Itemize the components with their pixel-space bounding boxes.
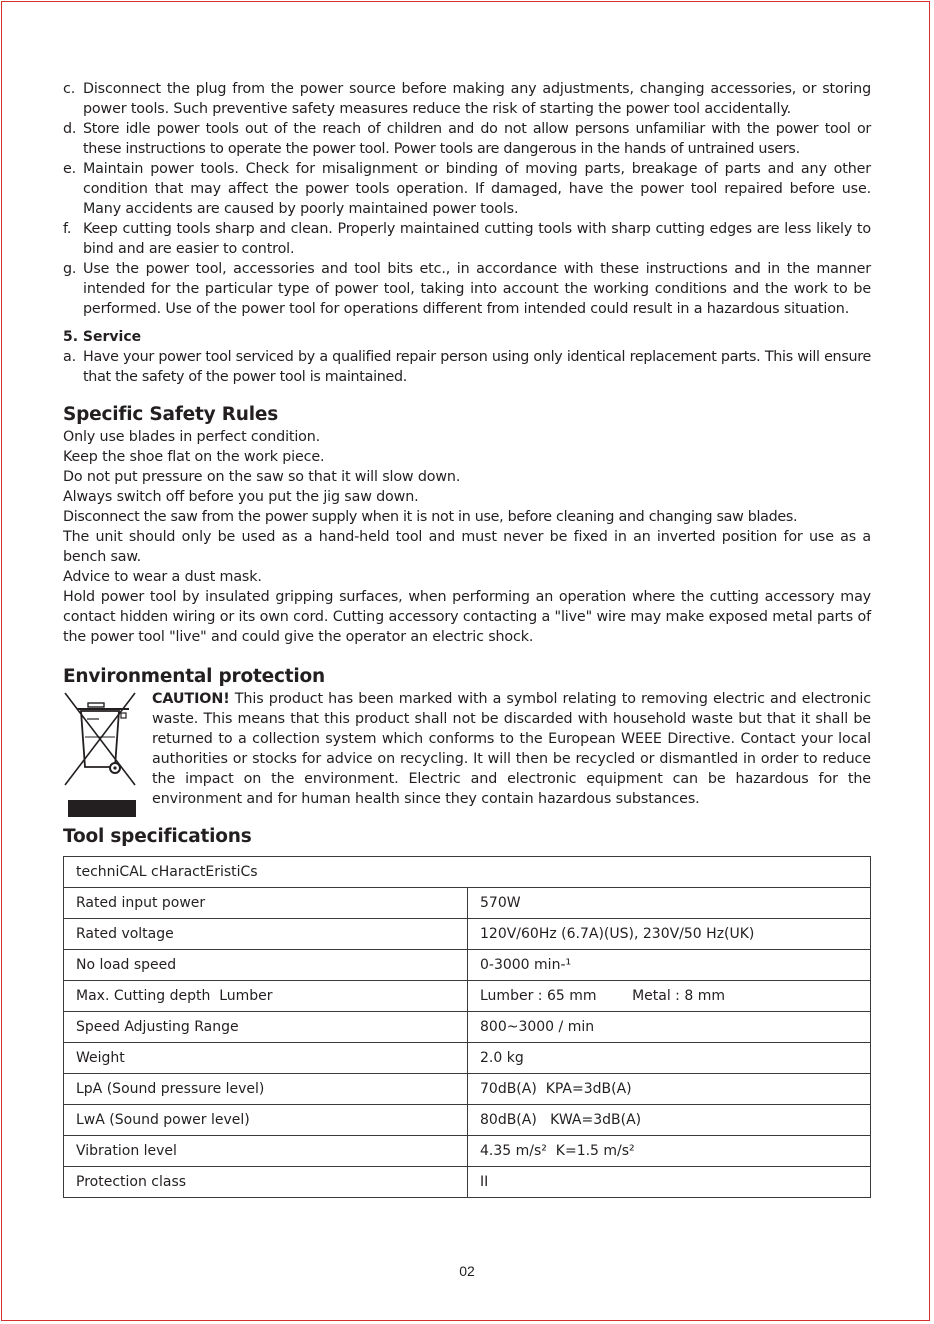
list-marker: e. bbox=[63, 161, 77, 177]
list-marker: c. bbox=[63, 81, 76, 97]
table-row bbox=[64, 981, 871, 1012]
table-row bbox=[64, 1012, 871, 1043]
page-content bbox=[63, 79, 871, 1198]
rule-line: Do not put pressure on the saw so that it will slow down. bbox=[63, 469, 461, 485]
spec-label: Weight bbox=[64, 1043, 468, 1074]
table-title: techniCAL cHaractEristiCs bbox=[64, 857, 871, 888]
spec-label: Speed Adjusting Range bbox=[64, 1012, 468, 1043]
rule-line: Advice to wear a dust mask. bbox=[63, 569, 262, 585]
spec-value: 4.35 m/s² K=1.5 m/s² bbox=[468, 1136, 871, 1167]
specs-heading: Tool specifications bbox=[63, 826, 252, 847]
specs-table bbox=[63, 856, 871, 1198]
spec-label: Rated voltage bbox=[64, 919, 468, 950]
table-row bbox=[64, 1167, 871, 1198]
service-list bbox=[63, 347, 871, 387]
environment-heading: Environmental protection bbox=[63, 666, 326, 687]
list-marker: g. bbox=[63, 261, 77, 277]
table-row bbox=[64, 919, 871, 950]
spec-value: 80dB(A) KWA=3dB(A) bbox=[468, 1105, 871, 1136]
spec-label: LpA (Sound pressure level) bbox=[64, 1074, 468, 1105]
spec-value: Lumber : 65 mm Metal : 8 mm bbox=[468, 981, 871, 1012]
spec-value: 570W bbox=[468, 888, 871, 919]
spec-value: 0-3000 min-¹ bbox=[468, 950, 871, 981]
list-text: Have your power tool serviced by a qualified repair person using only identical replacement parts. This will ensure that the safety of the power tool is maintained. bbox=[83, 349, 871, 385]
table-row bbox=[64, 1105, 871, 1136]
spec-value: 70dB(A) KPA=3dB(A) bbox=[468, 1074, 871, 1105]
list-marker: f. bbox=[63, 221, 72, 237]
spec-value: 2.0 kg bbox=[468, 1043, 871, 1074]
list-item bbox=[63, 259, 871, 319]
table-row bbox=[64, 1136, 871, 1167]
rule-line: Always switch off before you put the jig saw down. bbox=[63, 489, 419, 505]
page-number: 02 bbox=[459, 1263, 475, 1279]
table-row bbox=[64, 950, 871, 981]
caution-text: This product has been marked with a symbol relating to removing electric and electronic waste. This means that this product shall not be discarded with household waste but that it shall be returned to a collection system which conforms to the European WEEE Directive. Contact your local authorities or stocks for advice on recycling. It will then be recycled or dismantled in order to reduce the impact on the environment. Electric and electronic equipment can be hazardous for the environment and for human health since they contain hazardous substances. bbox=[152, 691, 871, 807]
rule-line: Only use blades in perfect condition. bbox=[63, 429, 321, 445]
rule-line: Disconnect the saw from the power supply when it is not in use, before cleaning and changing saw blades. bbox=[63, 509, 798, 525]
list-item bbox=[63, 219, 871, 259]
spec-label: Max. Cutting depth Lumber bbox=[64, 981, 468, 1012]
spec-label: LwA (Sound power level) bbox=[64, 1105, 468, 1136]
maintenance-list bbox=[63, 79, 871, 319]
weee-crossed-bin-icon bbox=[63, 689, 152, 821]
spec-value: 120V/60Hz (6.7A)(US), 230V/50 Hz(UK) bbox=[468, 919, 871, 950]
table-row bbox=[64, 1043, 871, 1074]
list-item bbox=[63, 347, 871, 387]
list-item bbox=[63, 119, 871, 159]
caution-label: CAUTION! bbox=[152, 691, 230, 707]
specific-rules-list bbox=[63, 427, 871, 647]
spec-value: 800~3000 / min bbox=[468, 1012, 871, 1043]
list-text: Disconnect the plug from the power source before making any adjustments, changing accessories, or storing power tools. Such preventive safety measures reduce the risk of starting the power tool accidentally. bbox=[83, 81, 871, 117]
table-title-row bbox=[64, 857, 871, 888]
list-text: Store idle power tools out of the reach of children and do not allow persons unfamiliar with the power tool or these instructions to operate the power tool. Power tools are dangerous in the hands of untrained users. bbox=[83, 121, 871, 157]
list-text: Maintain power tools. Check for misalignment or binding of moving parts, breakage of parts and any other condition that may affect the power tools operation. If damaged, have the power tool repaired before use. Many accidents are caused by poorly maintained power tools. bbox=[83, 161, 871, 217]
list-marker: a. bbox=[63, 349, 77, 365]
rule-line: The unit should only be used as a hand-held tool and must never be fixed in an inverted position for use as a bench saw. bbox=[63, 529, 871, 565]
spec-value: II bbox=[468, 1167, 871, 1198]
spec-label: Vibration level bbox=[64, 1136, 468, 1167]
list-item bbox=[63, 159, 871, 219]
specific-rules-heading: Specific Safety Rules bbox=[63, 404, 279, 425]
service-heading: 5. Service bbox=[63, 329, 142, 345]
list-text: Keep cutting tools sharp and clean. Properly maintained cutting tools with sharp cutting edges are less likely to bind and are easier to control. bbox=[83, 221, 871, 257]
environment-block bbox=[63, 689, 871, 821]
environment-text bbox=[152, 689, 871, 821]
spec-label: Rated input power bbox=[64, 888, 468, 919]
rule-line: Hold power tool by insulated gripping surfaces, when performing an operation where the cutting accessory may contact hidden wiring or its own cord. Cutting accessory contacting a "live" wire may make exposed metal parts of the power tool "live" and could give the operator an electric shock. bbox=[63, 589, 871, 645]
spec-label: No load speed bbox=[64, 950, 468, 981]
rule-line: Keep the shoe flat on the work piece. bbox=[63, 449, 325, 465]
list-marker: d. bbox=[63, 121, 77, 137]
table-row bbox=[64, 1074, 871, 1105]
spec-label: Protection class bbox=[64, 1167, 468, 1198]
list-item bbox=[63, 79, 871, 119]
list-text: Use the power tool, accessories and tool bits etc., in accordance with these instructions and in the manner intended for the particular type of power tool, taking into account the working conditions and the work to be performed. Use of the power tool for operations different from intended could result in a hazardous situation. bbox=[83, 261, 871, 317]
table-row bbox=[64, 888, 871, 919]
